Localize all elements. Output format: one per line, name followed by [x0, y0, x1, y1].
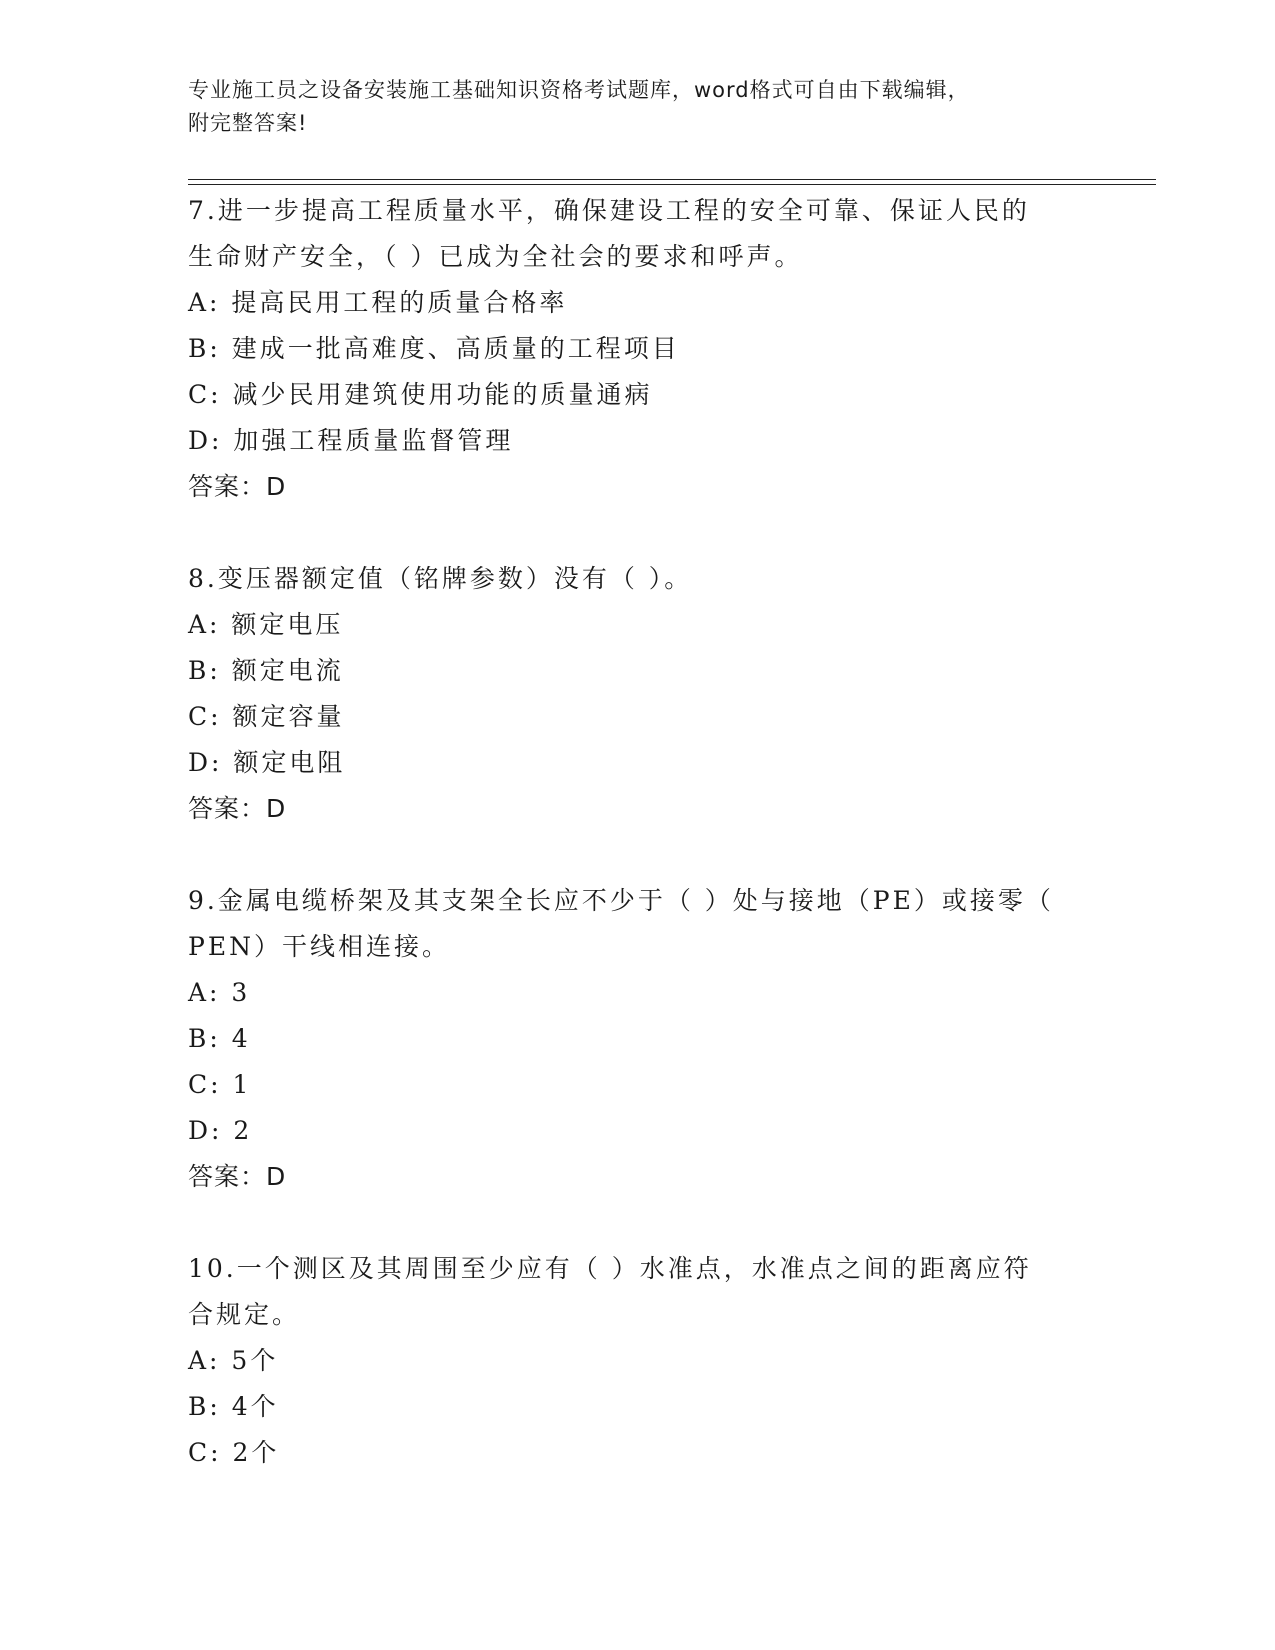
option-d: D: 2 — [188, 1116, 253, 1145]
question-stem-line: 生命财产安全，（ ）已成为全社会的要求和呼声。 — [188, 242, 803, 271]
option-c: C: 减少民用建筑使用功能的质量通病 — [188, 380, 653, 409]
question-stem-line: 9.金属电缆桥架及其支架全长应不少于（ ）处与接地（PE）或接零（ — [188, 886, 1054, 915]
header-divider-top — [188, 179, 1156, 180]
question-stem-line: 8.变压器额定值（铭牌参数）没有（ ）。 — [188, 564, 693, 593]
option-a: A: 额定电压 — [188, 610, 344, 639]
option-b: B: 额定电流 — [188, 656, 344, 685]
option-a: A: 提高民用工程的质量合格率 — [188, 288, 568, 317]
answer-label: 答案：D — [188, 1162, 287, 1191]
option-c: C: 额定容量 — [188, 702, 345, 731]
header-line-2: 附完整答案! — [188, 111, 308, 135]
answer-label: 答案：D — [188, 794, 287, 823]
option-b: B: 4 — [188, 1024, 251, 1053]
answer-label: 答案：D — [188, 472, 287, 501]
option-b: B: 4个 — [188, 1392, 279, 1421]
option-a: A: 5个 — [188, 1346, 279, 1375]
header-line-1: 专业施工员之设备安装施工基础知识资格考试题库，word格式可自由下载编辑， — [188, 78, 970, 102]
option-c: C: 2个 — [188, 1438, 280, 1467]
option-c: C: 1 — [188, 1070, 252, 1099]
question-list — [188, 188, 1088, 1522]
question-9 — [188, 878, 1088, 1200]
option-d: D: 加强工程质量监督管理 — [188, 426, 514, 455]
question-8 — [188, 556, 1088, 832]
option-b: B: 建成一批高难度、高质量的工程项目 — [188, 334, 680, 363]
question-stem-line: 7.进一步提高工程质量水平，确保建设工程的安全可靠、保证人民的 — [188, 196, 1030, 225]
question-7 — [188, 188, 1088, 510]
document-header — [188, 74, 1068, 140]
option-d: D: 额定电阻 — [188, 748, 346, 777]
question-stem-line: 合规定。 — [188, 1300, 301, 1329]
question-10 — [188, 1246, 1088, 1476]
question-stem-line: 10.一个测区及其周围至少应有（ ）水准点，水准点之间的距离应符 — [188, 1254, 1032, 1283]
header-divider-bottom — [188, 184, 1156, 185]
option-a: A: 3 — [188, 978, 251, 1007]
question-stem-line: PEN）干线相连接。 — [188, 932, 450, 961]
